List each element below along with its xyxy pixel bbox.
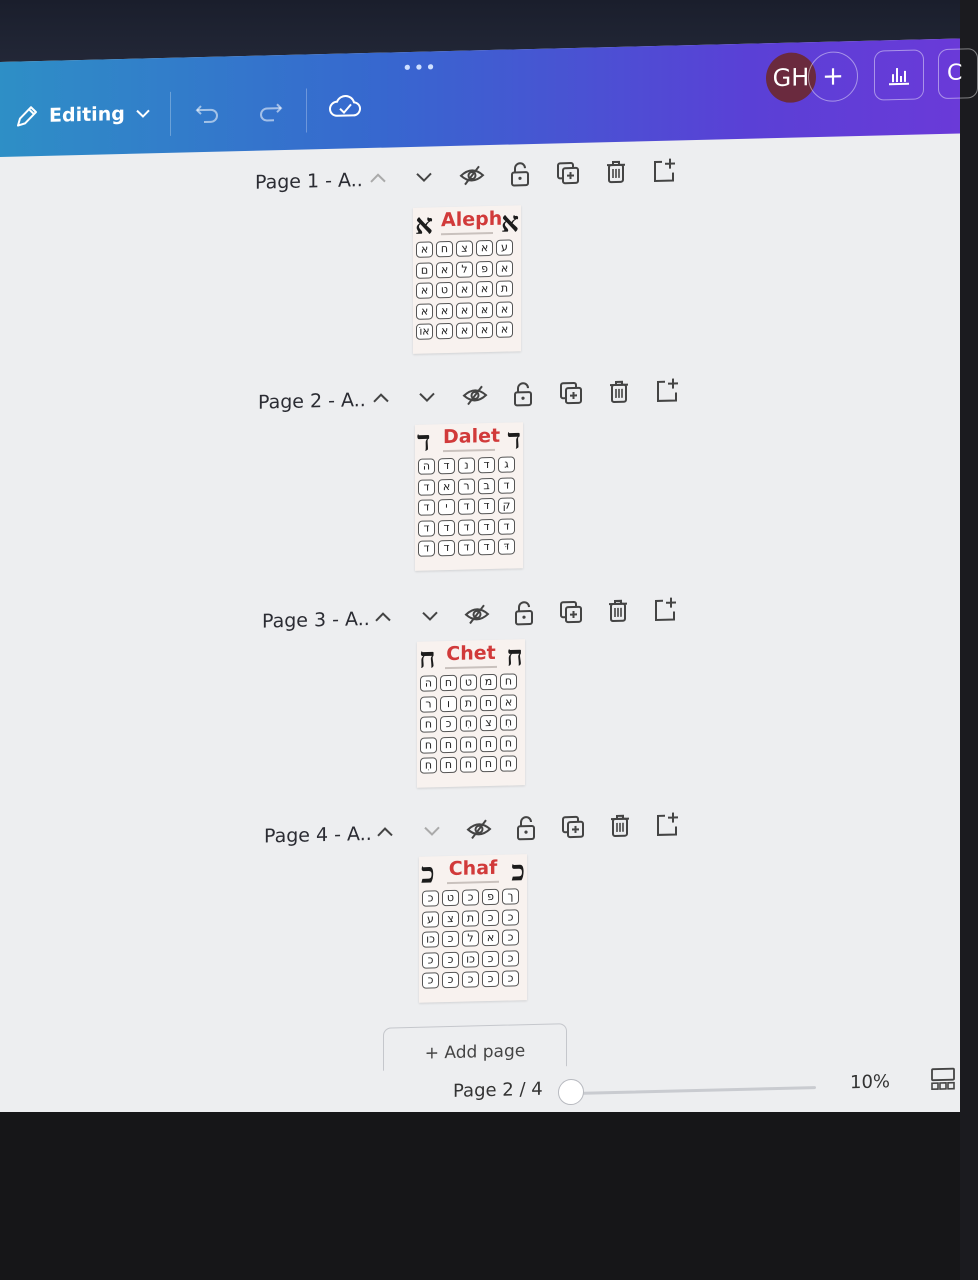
letter-name: Chet bbox=[446, 641, 496, 666]
letter-cell: א bbox=[500, 694, 517, 710]
letter-cell: א bbox=[438, 478, 455, 494]
letter-cell: כ bbox=[442, 972, 459, 988]
letter-cell: א bbox=[496, 260, 513, 276]
trash-icon[interactable] bbox=[604, 377, 634, 408]
letter-cell: ח bbox=[436, 241, 453, 257]
add-page-icon[interactable] bbox=[649, 155, 679, 186]
letter-cell: כ bbox=[422, 952, 439, 968]
letter-cell: ד bbox=[478, 518, 495, 534]
letter-cell: ח bbox=[460, 756, 477, 772]
grid-row bbox=[418, 518, 520, 536]
toolbar-divider bbox=[306, 88, 307, 132]
letter-cell: ח bbox=[500, 755, 517, 771]
letter-cell: חִ bbox=[420, 757, 437, 773]
letter-cell: ד bbox=[458, 519, 475, 535]
letter-cell: ם bbox=[416, 262, 433, 278]
letter-cell: מ bbox=[480, 674, 497, 690]
chevron-up-icon[interactable] bbox=[370, 816, 400, 847]
redo-icon[interactable] bbox=[256, 95, 286, 126]
letter-cell: כ bbox=[442, 951, 459, 967]
letter-cell: ד bbox=[438, 458, 455, 474]
grid-row bbox=[416, 239, 518, 257]
letter-grid bbox=[418, 456, 520, 561]
chevron-down-icon[interactable] bbox=[415, 600, 445, 631]
letter-cell: א bbox=[482, 930, 499, 946]
letter-name: Chaf bbox=[448, 856, 498, 881]
hebrew-letter: כ bbox=[511, 854, 525, 888]
letter-cell: ל bbox=[462, 930, 479, 946]
chevron-up-icon[interactable] bbox=[363, 162, 393, 193]
letter-cell: א bbox=[476, 240, 493, 256]
letter-cell: ד bbox=[478, 457, 495, 473]
duplicate-icon[interactable] bbox=[556, 597, 586, 628]
letter-cell: כ bbox=[442, 931, 459, 947]
duplicate-icon[interactable] bbox=[558, 812, 588, 843]
letter-cell: צ bbox=[456, 240, 473, 256]
letter-cell: ח bbox=[420, 737, 437, 753]
letter-cell: א bbox=[436, 302, 453, 318]
letter-cell: נ bbox=[458, 457, 475, 473]
hebrew-letter: ח bbox=[419, 641, 436, 675]
letter-cell: ח bbox=[500, 673, 517, 689]
grid-row bbox=[422, 888, 524, 906]
eye-hide-icon[interactable] bbox=[460, 380, 490, 411]
chevron-down-icon[interactable] bbox=[409, 161, 439, 192]
letter-cell: א bbox=[416, 282, 433, 298]
grid-row bbox=[422, 950, 524, 968]
letter-cell: ח bbox=[480, 735, 497, 751]
grid-row bbox=[420, 755, 522, 773]
letter-cell: א bbox=[436, 323, 453, 339]
letter-cell: א bbox=[496, 321, 513, 337]
trash-icon[interactable] bbox=[603, 596, 633, 627]
page-indicator[interactable]: Page 2 / 4 bbox=[453, 1078, 543, 1102]
letter-cell: ד bbox=[478, 539, 495, 555]
editing-mode-button[interactable] bbox=[14, 100, 152, 129]
page-thumbnail-3[interactable] bbox=[417, 639, 525, 788]
letter-cell: ר bbox=[458, 478, 475, 494]
page-title[interactable]: Page 4 - A.. bbox=[264, 822, 372, 848]
letter-cell: א bbox=[456, 322, 473, 338]
letter-cell: כו bbox=[422, 931, 439, 947]
chevron-down-icon[interactable] bbox=[412, 381, 442, 412]
letter-cell: ד bbox=[418, 479, 435, 495]
letter-cell: א bbox=[456, 302, 473, 318]
letter-cell: ח bbox=[500, 735, 517, 751]
add-page-icon[interactable] bbox=[652, 375, 682, 406]
letter-cell: ל bbox=[456, 261, 473, 277]
hebrew-letter: ד bbox=[507, 422, 521, 456]
letter-name: Dalet bbox=[443, 424, 501, 449]
letter-cell: דּ bbox=[498, 538, 515, 554]
toolbar-divider bbox=[170, 92, 171, 136]
letter-cell: ט bbox=[436, 282, 453, 298]
add-page-icon[interactable] bbox=[652, 809, 682, 840]
letter-cell: ט bbox=[442, 890, 459, 906]
letter-name: Aleph bbox=[441, 207, 503, 232]
share-button[interactable]: C bbox=[938, 48, 978, 99]
grid-row bbox=[418, 477, 520, 495]
letter-cell: ה bbox=[420, 675, 437, 691]
letter-cell: אּ bbox=[476, 301, 493, 317]
subtitle-line bbox=[441, 232, 493, 235]
hebrew-letter: א bbox=[415, 207, 433, 241]
trash-icon[interactable] bbox=[601, 157, 631, 188]
grid-row bbox=[418, 538, 520, 556]
letter-cell: כ bbox=[502, 970, 519, 986]
letter-cell: ג bbox=[498, 456, 515, 472]
undo-icon[interactable] bbox=[192, 97, 222, 128]
duplicate-icon[interactable] bbox=[553, 158, 583, 189]
pencil-icon bbox=[14, 103, 40, 130]
subtitle-line bbox=[443, 449, 495, 452]
letter-cell: א bbox=[416, 241, 433, 257]
letter-cell: צ bbox=[480, 715, 497, 731]
letter-cell: אוֹ bbox=[416, 323, 433, 339]
letter-cell: חִ bbox=[460, 715, 477, 731]
letter-cell: ח bbox=[440, 757, 457, 773]
add-collaborator-button[interactable]: + bbox=[808, 51, 858, 102]
letter-cell: ה bbox=[418, 458, 435, 474]
letter-cell: כ bbox=[422, 972, 439, 988]
letter-grid bbox=[416, 239, 518, 344]
grid-row bbox=[416, 280, 518, 298]
letter-cell: כ bbox=[502, 950, 519, 966]
letter-cell: ח bbox=[440, 736, 457, 752]
letter-cell: ע bbox=[496, 239, 513, 255]
grid-row bbox=[422, 929, 524, 947]
letter-cell: ח bbox=[420, 716, 437, 732]
letter-cell: ד bbox=[498, 518, 515, 534]
letter-cell: פ bbox=[476, 260, 493, 276]
letter-cell: כ bbox=[422, 890, 439, 906]
page-thumbnail-2[interactable] bbox=[415, 422, 523, 571]
page-thumbnail-1[interactable] bbox=[413, 205, 521, 354]
duplicate-icon[interactable] bbox=[556, 378, 586, 409]
chart-icon bbox=[886, 62, 912, 89]
hebrew-letter: א bbox=[501, 205, 519, 239]
grid-row bbox=[420, 694, 522, 712]
app-screen bbox=[0, 39, 963, 1117]
hebrew-letter: כ bbox=[421, 856, 435, 890]
chevron-down-icon[interactable] bbox=[417, 815, 447, 846]
subtitle-line bbox=[447, 881, 499, 884]
letter-cell: י bbox=[438, 499, 455, 515]
letter-cell: ת bbox=[462, 910, 479, 926]
letter-cell: כ bbox=[482, 909, 499, 925]
letter-cell: ד bbox=[498, 477, 515, 493]
zoom-slider-track[interactable] bbox=[572, 1086, 816, 1095]
letter-cell: ר bbox=[420, 696, 437, 712]
editing-label: Editing bbox=[49, 102, 125, 127]
page-title[interactable]: Page 1 - A.. bbox=[255, 169, 363, 194]
letter-cell: ך bbox=[502, 888, 519, 904]
trash-icon[interactable] bbox=[605, 810, 635, 841]
letter-cell: ח bbox=[480, 694, 497, 710]
grid-row bbox=[422, 909, 524, 927]
grid-row bbox=[416, 321, 518, 339]
eye-hide-icon[interactable] bbox=[464, 814, 494, 845]
letter-cell: א bbox=[476, 322, 493, 338]
page-header-2 bbox=[258, 375, 688, 422]
letter-cell: חִ bbox=[500, 714, 517, 730]
grid-row bbox=[422, 970, 524, 988]
letter-cell: ד bbox=[458, 498, 475, 514]
lock-icon[interactable] bbox=[511, 813, 541, 844]
letter-cell: כ bbox=[502, 929, 519, 945]
chevron-up-icon[interactable] bbox=[366, 382, 396, 413]
chevron-up-icon[interactable] bbox=[368, 601, 398, 632]
letter-cell: ט bbox=[460, 674, 477, 690]
letter-cell: ק bbox=[498, 497, 515, 513]
eye-hide-icon[interactable] bbox=[462, 599, 492, 630]
letter-cell: ד bbox=[418, 540, 435, 556]
letter-cell: כ bbox=[462, 889, 479, 905]
grid-row bbox=[416, 301, 518, 319]
grid-row bbox=[418, 456, 520, 474]
page-header-1 bbox=[255, 155, 685, 202]
grid-row bbox=[416, 260, 518, 278]
lock-icon[interactable] bbox=[509, 598, 539, 629]
letter-cell: ת bbox=[496, 280, 513, 296]
page-title[interactable]: Page 3 - A.. bbox=[262, 607, 370, 633]
letter-cell: פ bbox=[482, 889, 499, 905]
letter-cell: א bbox=[496, 301, 513, 317]
letter-cell: ד bbox=[418, 499, 435, 515]
letter-cell: ח bbox=[440, 675, 457, 691]
grid-row bbox=[420, 714, 522, 732]
page-header-3 bbox=[262, 594, 692, 641]
hebrew-letter: ד bbox=[417, 424, 431, 458]
letter-cell: ת bbox=[460, 695, 477, 711]
letter-cell: א bbox=[416, 303, 433, 319]
zoom-slider-handle[interactable] bbox=[558, 1079, 584, 1106]
grid-view-icon[interactable] bbox=[930, 1067, 956, 1094]
grid-row bbox=[420, 673, 522, 691]
page-title[interactable]: Page 2 - A.. bbox=[258, 389, 366, 414]
eye-hide-icon[interactable] bbox=[457, 160, 487, 191]
letter-cell: ח bbox=[460, 736, 477, 752]
letter-cell: צ bbox=[442, 910, 459, 926]
letter-grid bbox=[422, 888, 524, 993]
screen-bezel-bottom bbox=[0, 1112, 960, 1280]
lock-icon[interactable] bbox=[505, 159, 535, 190]
letter-cell: כ bbox=[440, 716, 457, 732]
letter-cell: ד bbox=[438, 540, 455, 556]
grid-row bbox=[420, 735, 522, 753]
letter-cell: כו bbox=[462, 951, 479, 967]
letter-cell: ד bbox=[478, 498, 495, 514]
letter-cell: כ bbox=[462, 971, 479, 987]
letter-cell: ח bbox=[480, 756, 497, 772]
letter-cell: ד bbox=[438, 519, 455, 535]
letter-cell: ד bbox=[418, 520, 435, 536]
zoom-level[interactable]: 10% bbox=[850, 1071, 891, 1094]
letter-cell: כ bbox=[482, 971, 499, 987]
subtitle-line bbox=[445, 666, 497, 669]
letter-cell: כ bbox=[482, 950, 499, 966]
letter-cell: ע bbox=[422, 911, 439, 927]
letter-cell: ד bbox=[458, 539, 475, 555]
user-avatar[interactable]: GH bbox=[766, 52, 816, 103]
chevron-down-icon bbox=[134, 104, 152, 122]
cloud-check-icon[interactable] bbox=[328, 91, 362, 122]
grid-row bbox=[418, 497, 520, 515]
more-dots-icon[interactable]: ••• bbox=[402, 57, 437, 80]
add-page-button[interactable]: + Add page bbox=[383, 1023, 567, 1087]
letter-cell: ב bbox=[478, 477, 495, 493]
letter-grid bbox=[420, 673, 522, 778]
letter-cell: א bbox=[476, 281, 493, 297]
page-header-4 bbox=[264, 809, 694, 856]
letter-cell: כ bbox=[502, 909, 519, 925]
letter-cell: א bbox=[436, 261, 453, 277]
lock-icon[interactable] bbox=[508, 379, 538, 410]
insights-button[interactable] bbox=[874, 49, 924, 100]
page-thumbnail-4[interactable] bbox=[419, 854, 527, 1003]
letter-cell: א bbox=[456, 281, 473, 297]
hebrew-letter: ח bbox=[506, 639, 523, 673]
add-page-icon[interactable] bbox=[650, 594, 680, 625]
letter-cell: ו bbox=[440, 695, 457, 711]
